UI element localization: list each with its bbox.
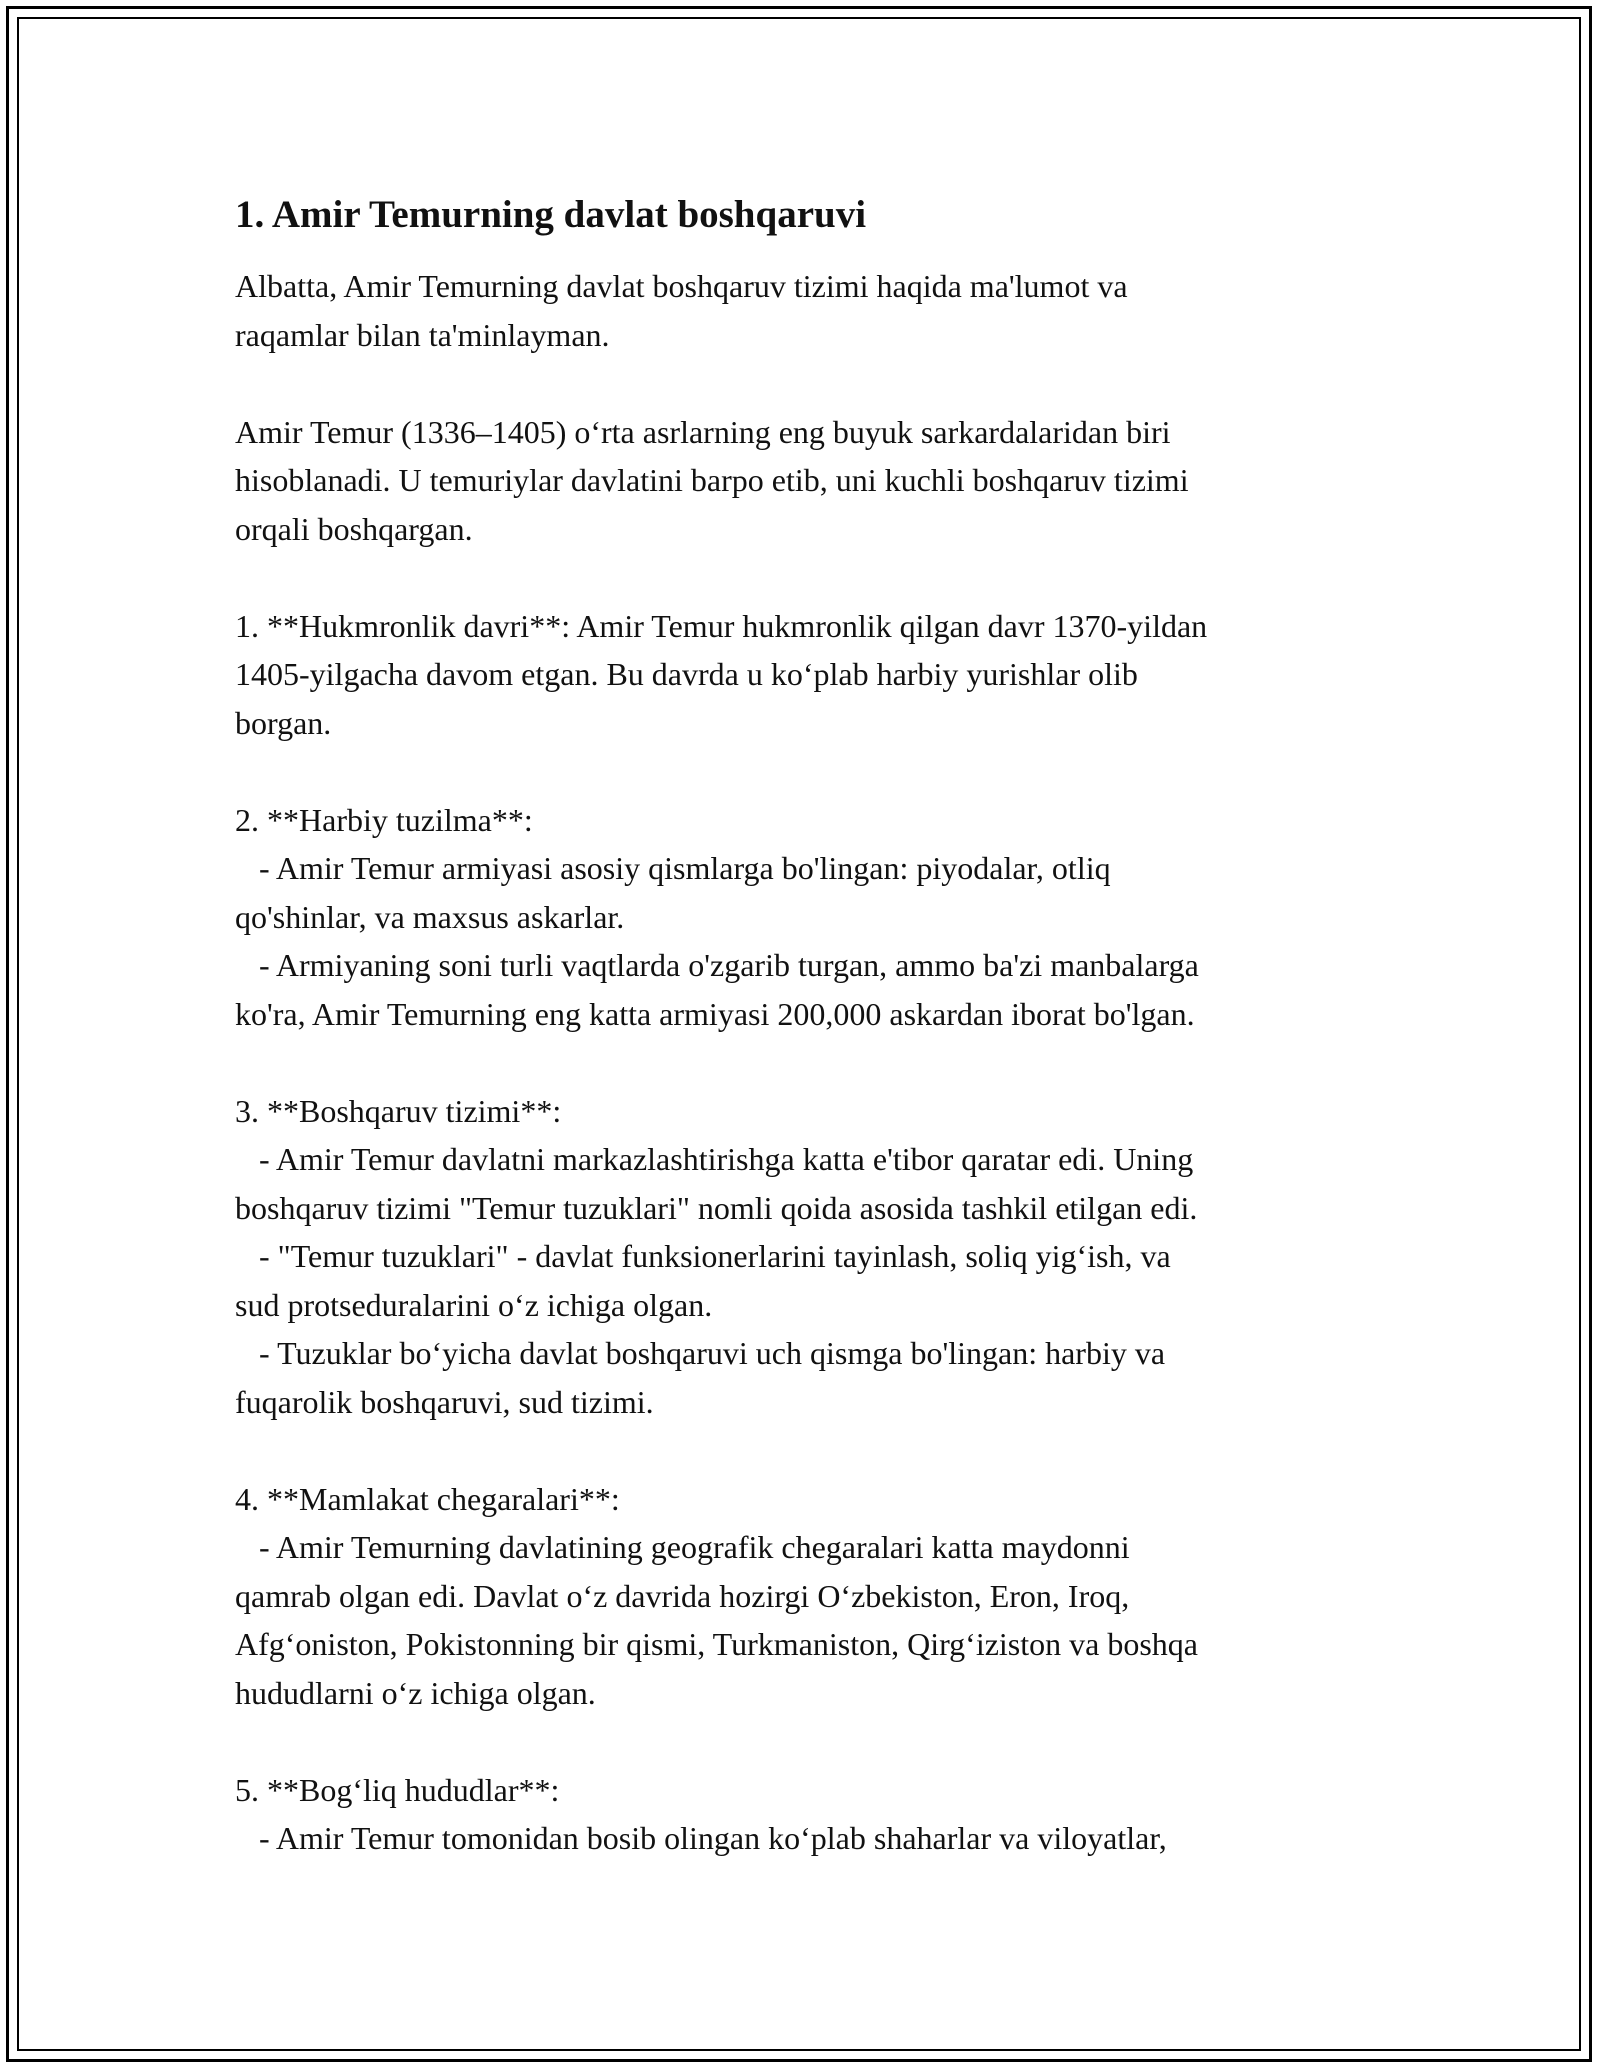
text-line: 1405-yilgacha davom etgan. Bu davrda u ko‘plab harbiy yurishlar olib <box>235 656 1138 692</box>
text-line: 4. **Mamlakat chegaralari**: <box>235 1480 620 1517</box>
text-line: qo'shinlar, va maxsus askarlar. <box>235 898 625 935</box>
paragraph <box>235 1087 1375 1427</box>
text-line: fuqarolik boshqaruvi, sud tizimi. <box>235 1383 654 1420</box>
text-line: 3. **Boshqaruv tizimi**: <box>235 1092 562 1129</box>
document-page <box>235 190 1375 1911</box>
text-line: - Tuzuklar bo‘yicha davlat boshqaruvi uch qismga bo'lingan: harbiy va <box>235 1335 1166 1371</box>
text-line: - Amir Temurning davlatining geografik chegaralari katta maydonni <box>235 1529 1130 1565</box>
document-title: 1. Amir Temurning davlat boshqaruvi <box>235 193 867 236</box>
text-line: 2. **Harbiy tuzilma**: <box>235 801 533 838</box>
paragraph <box>235 1766 1375 1863</box>
text-line: Amir Temur (1336–1405) o‘rta asrlarning eng buyuk sarkardalaridan biri <box>235 413 1171 450</box>
paragraph <box>235 408 1375 554</box>
text-line: hududlarni o‘z ichiga olgan. <box>235 1674 596 1711</box>
text-line: Albatta, Amir Temurning davlat boshqaruv tizimi haqida ma'lumot va <box>235 268 1128 304</box>
document-body <box>235 262 1375 1863</box>
text-line: sud protseduralarini o‘z ichiga olgan. <box>235 1286 713 1323</box>
text-line: hisoblanadi. U temuriylar davlatini barpo etib, uni kuchli boshqaruv tizimi <box>235 462 1189 498</box>
text-line: 1. **Hukmronlik davri**: Amir Temur hukmronlik qilgan davr 1370-yildan <box>235 607 1208 644</box>
text-line: - Amir Temur armiyasi asosiy qismlarga bo'lingan: piyodalar, otliq <box>235 850 1111 886</box>
text-line: borgan. <box>235 704 332 741</box>
text-line: Afg‘oniston, Pokistonning bir qismi, Turkmaniston, Qirg‘iziston va boshqa <box>235 1626 1198 1662</box>
text-line: 5. **Bog‘liq hududlar**: <box>235 1771 560 1808</box>
text-line: qamrab olgan edi. Davlat o‘z davrida hozirgi O‘zbekiston, Eron, Iroq, <box>235 1577 1130 1614</box>
text-line: ko'ra, Amir Temurning eng katta armiyasi 200,000 askardan iborat bo'lgan. <box>235 995 1195 1032</box>
text-line: - Amir Temur tomonidan bosib olingan ko‘plab shaharlar va viloyatlar, <box>235 1820 1167 1856</box>
paragraph <box>235 262 1375 359</box>
text-line: - Armiyaning soni turli vaqtlarda o'zgarib turgan, ammo ba'zi manbalarga <box>235 947 1199 983</box>
text-line: orqali boshqargan. <box>235 510 473 547</box>
paragraph <box>235 796 1375 1039</box>
text-line: - Amir Temur davlatni markazlashtirishga katta e'tibor qaratar edi. Uning <box>235 1141 1194 1177</box>
paragraph <box>235 602 1375 748</box>
text-line: boshqaruv tizimi "Temur tuzuklari" nomli qoida asosida tashkil etilgan edi. <box>235 1189 1198 1226</box>
paragraph <box>235 1475 1375 1718</box>
text-line: raqamlar bilan ta'minlayman. <box>235 316 610 353</box>
text-line: - "Temur tuzuklari" - davlat funksionerlarini tayinlash, soliq yig‘ish, va <box>235 1238 1171 1274</box>
